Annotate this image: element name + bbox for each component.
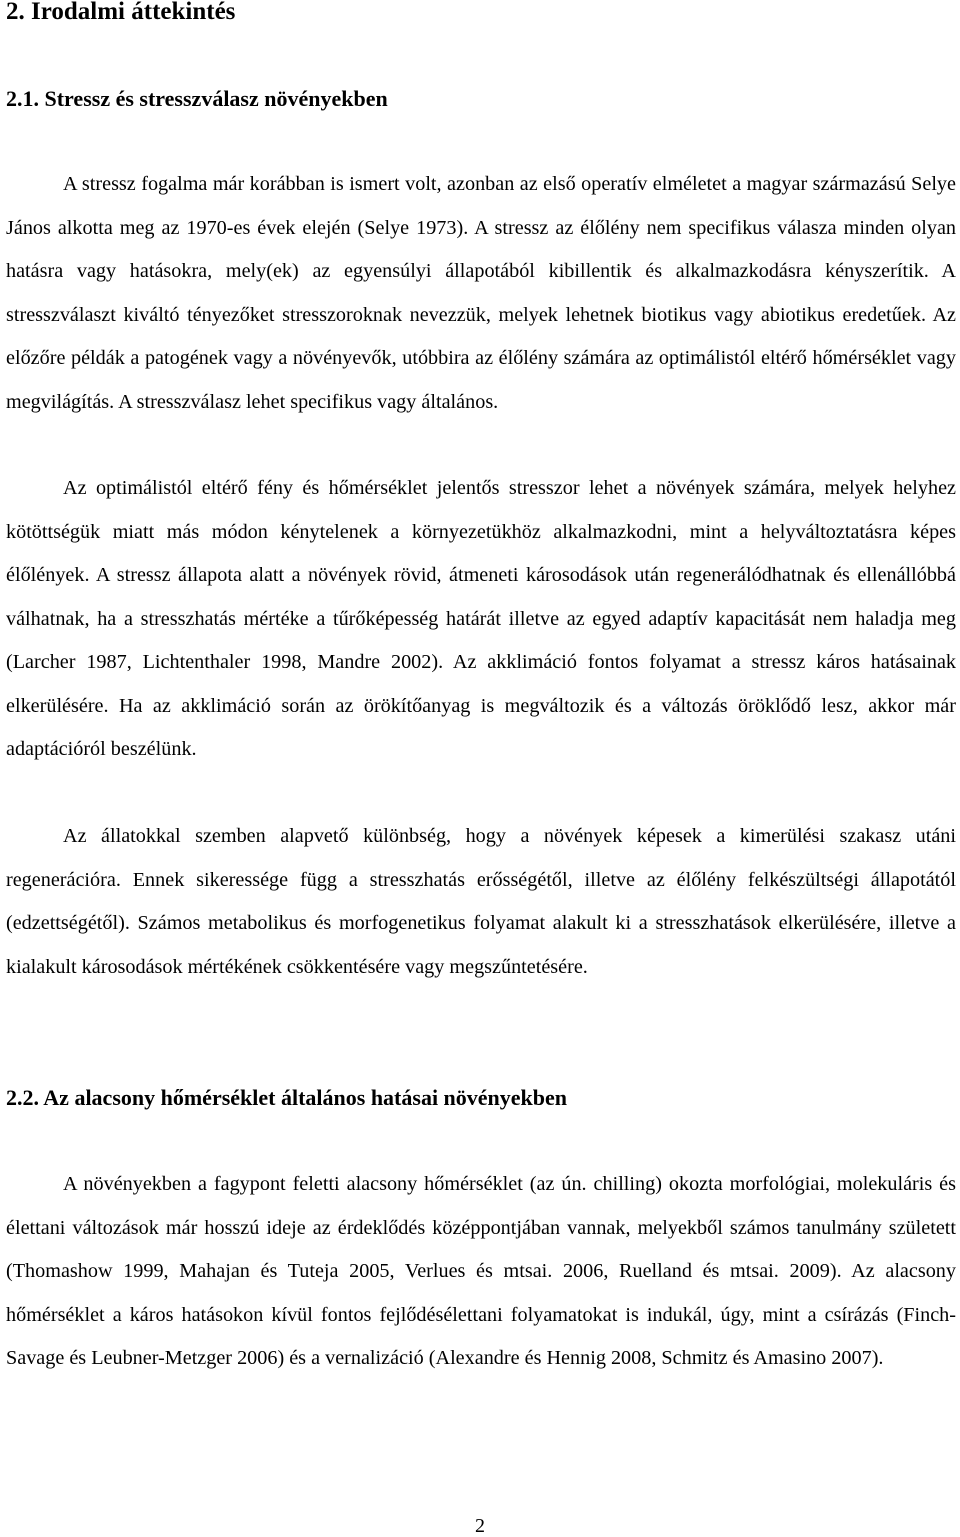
section-heading: 2.2. Az alacsony hőmérséklet általános hatásai növényekben: [6, 1085, 568, 1110]
page-number: 2: [475, 1515, 485, 1537]
paragraph: Az állatokkal szemben alapvető különbség, hogy a növények képesek a kimerülési szakasz utáni regenerációra. Ennek sikeressége függ a stresszhatás erősségétől, illetve az élőlény felkészültségi állapotától (edzettségétől). Számos metabolikus és morfogenetikus folyamat alakult ki a stresszhatások elkerülésére, illetve a kialakult károsodások mértékének csökkentésére vagy megszűntetésére.: [6, 825, 956, 978]
section-heading: 2.1. Stressz és stresszválasz növényekben: [6, 86, 388, 111]
paragraph: Az optimálistól eltérő fény és hőmérséklet jelentős stresszor lehet a növények számára, melyek helyhez kötöttségük miatt más módon kénytelenek a környezetükhöz alkalmazkodni, mint a helyváltoztatásra képes élőlények. A stressz állapota alatt a növények rövid, átmeneti károsodások után regenerálódhatnak és ellenállóbbá válhatnak, ha a stresszhatás mértéke a tűrőképesség határát illetve az egyed adaptív kapacitását nem haladja meg (Larcher 1987, Lichtenthaler 1998, Mandre 2002). Az akklimáció fontos folyamat a stressz káros hatásainak elkerülésére. Ha az akklimáció során az örökítőanyag is megváltozik és a változás öröklődő lesz, akkor már adaptációról beszélünk.: [6, 477, 956, 760]
paragraph: A növényekben a fagypont feletti alacsony hőmérséklet (az ún. chilling) okozta morfológiai, molekuláris és élettani változások már hosszú ideje az érdeklődés középpontjában vannak, melyekből számos tanulmány született (Thomashow 1999, Mahajan és Tuteja 2005, Verlues és mtsai. 2006, Ruelland és mtsai. 2009). Az alacsony hőmérséklet a káros hatásokon kívül fontos fejlődésélettani folyamatokat is indukál, úgy, mint a csírázás (Finch-Savage és Leubner-Metzger 2006) és a vernalizáció (Alexandre és Hennig 2008, Schmitz és Amasino 2007).: [6, 1173, 956, 1369]
chapter-heading: 2. Irodalmi áttekintés: [6, 0, 236, 25]
paragraph: A stressz fogalma már korábban is ismert volt, azonban az első operatív elméletet a magyar származású Selye János alkotta meg az 1970-es évek elején (Selye 1973). A stressz az élőlény nem specifikus válasza minden olyan hatásra vagy hatásokra, mely(ek) az egyensúlyi állapotából kibillentik és alkalmazkodásra kényszerítik. A stresszválaszt kiváltó tényezőket stresszoroknak nevezzük, melyek lehetnek biotikus vagy abiotikus eredetűek. Az előzőre példák a patogének vagy a növényevők, utóbbira az élőlény számára az optimálistól eltérő hőmérséklet vagy megvilágítás. A stresszválasz lehet specifikus vagy általános.: [6, 173, 956, 413]
